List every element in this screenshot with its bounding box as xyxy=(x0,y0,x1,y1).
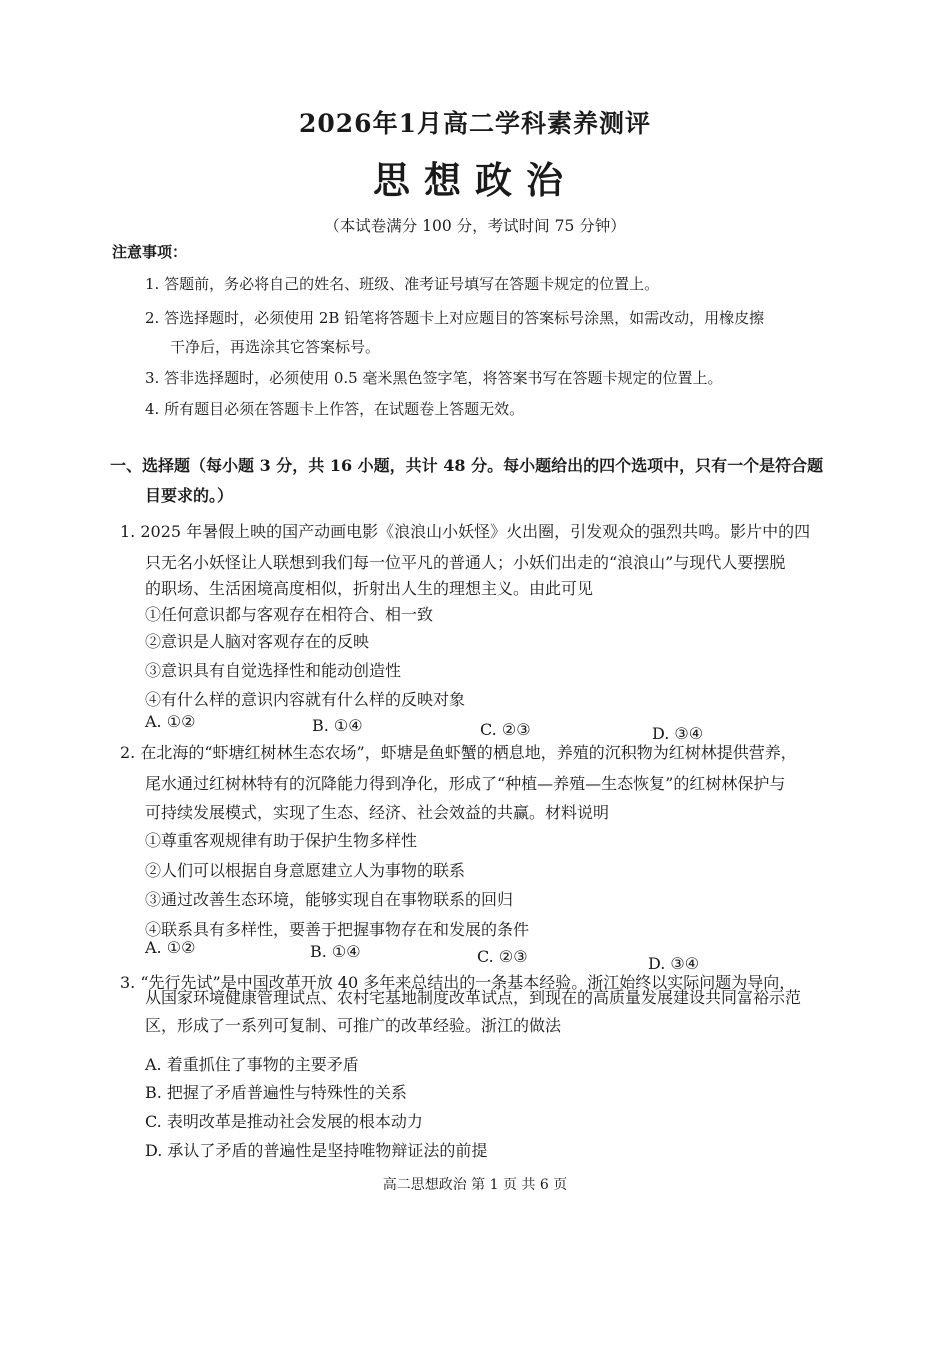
question-1-choice-a: A. ①② xyxy=(145,712,196,731)
question-3-line: 3. “先行先试”是中国改革开放 40 多年来总结出的一条基本经验。浙江始终以实际问题为导向， xyxy=(120,973,796,992)
question-3-choice-a: A. 着重抓住了事物的主要矛盾 xyxy=(145,1055,359,1074)
question-2-choice-c: C. ②③ xyxy=(477,947,528,966)
question-2-statement: ③通过改善生态环境，能够实现自在事物联系的回归 xyxy=(145,890,514,909)
section-heading-cont: 目要求的。） xyxy=(145,486,234,505)
question-3-line: 区，形成了一系列可复制、可推广的改革经验。浙江的做法 xyxy=(145,1016,562,1035)
notice-item: 干净后，再选涂其它答案标号。 xyxy=(170,338,381,356)
exam-subtitle: （本试卷满分 100 分，考试时间 75 分钟） xyxy=(324,217,626,235)
question-1-choice-b: B. ①④ xyxy=(312,716,363,735)
question-2-choice-b: B. ①④ xyxy=(310,942,361,961)
question-1-statement: ①任何意识都与客观存在相符合、相一致 xyxy=(145,605,434,624)
question-2-choice-a: A. ①② xyxy=(145,938,196,957)
question-2-statement: ②人们可以根据自身意愿建立人为事物的联系 xyxy=(145,861,466,880)
question-2-line: 尾水通过红树林特有的沉降能力得到净化，形成了“种植—养殖—生态恢复”的红树林保护与 xyxy=(145,774,786,793)
question-1-statement: ②意识是人脑对客观存在的反映 xyxy=(145,632,370,651)
subject-title: 思想政治 xyxy=(373,158,577,202)
question-2-choice-d: D. ③④ xyxy=(648,954,700,973)
notice-item: 3. 答非选择题时，必须使用 0.5 毫米黑色签字笔，将答案书写在答题卡规定的位置上。 xyxy=(145,369,723,387)
question-2-line: 2. 在北海的“虾塘红树林生态农场”，虾塘是鱼虾蟹的栖息地，养殖的沉积物为红树林提供营养， xyxy=(120,743,797,762)
question-1-statement: ④有什么样的意识内容就有什么样的反映对象 xyxy=(145,690,466,709)
question-3-choice-d: D. 承认了矛盾的普遍性是坚持唯物辩证法的前提 xyxy=(145,1141,488,1160)
question-2-line: 可持续发展模式，实现了生态、经济、社会效益的共赢。材料说明 xyxy=(145,803,610,822)
page-footer: 高二思想政治 第 1 页 共 6 页 xyxy=(382,1177,568,1193)
exam-title: 2026年1月高二学科素养测评 xyxy=(299,109,651,138)
question-1-line: 的职场、生活困境高度相似，折射出人生的理想主义。由此可见 xyxy=(145,579,594,598)
question-1-choice-c: C. ②③ xyxy=(480,720,531,739)
question-1-line: 只无名小妖怪让人联想到我们每一位平凡的普通人；小妖们出走的“浪浪山”与现代人要摆脱 xyxy=(145,553,786,572)
notice-heading: 注意事项： xyxy=(112,243,188,261)
notice-item: 1. 答题前，务必将自己的姓名、班级、准考证号填写在答题卡规定的位置上。 xyxy=(145,275,660,293)
section-heading: 一、选择题（每小题 3 分，共 16 小题，共计 48 分。每小题给出的四个选项中，只有一个是符合题 xyxy=(110,456,824,475)
question-1-line: 1. 2025 年暑假上映的国产动画电影《浪浪山小妖怪》火出圈，引发观众的强烈共鸣。影片中的四 xyxy=(120,522,811,541)
question-2-statement: ④联系具有多样性，要善于把握事物存在和发展的条件 xyxy=(145,920,530,939)
question-3-line: 从国家环境健康管理试点、农村宅基地制度改革试点，到现在的高质量发展建设共同富裕示范 xyxy=(145,988,802,1007)
question-2-statement: ①尊重客观规律有助于保护生物多样性 xyxy=(145,831,418,850)
notice-item: 4. 所有题目必须在答题卡上作答，在试题卷上答题无效。 xyxy=(145,400,525,418)
question-1-choice-d: D. ③④ xyxy=(652,724,704,743)
notice-item: 2. 答选择题时，必须使用 2B 铅笔将答题卡上对应题目的答案标号涂黑，如需改动，用橡皮擦 xyxy=(145,309,765,327)
question-3-choice-c: C. 表明改革是推动社会发展的根本动力 xyxy=(145,1112,423,1131)
question-1-statement: ③意识具有自觉选择性和能动创造性 xyxy=(145,661,402,680)
question-3-choice-b: B. 把握了矛盾普遍性与特殊性的关系 xyxy=(145,1083,407,1102)
